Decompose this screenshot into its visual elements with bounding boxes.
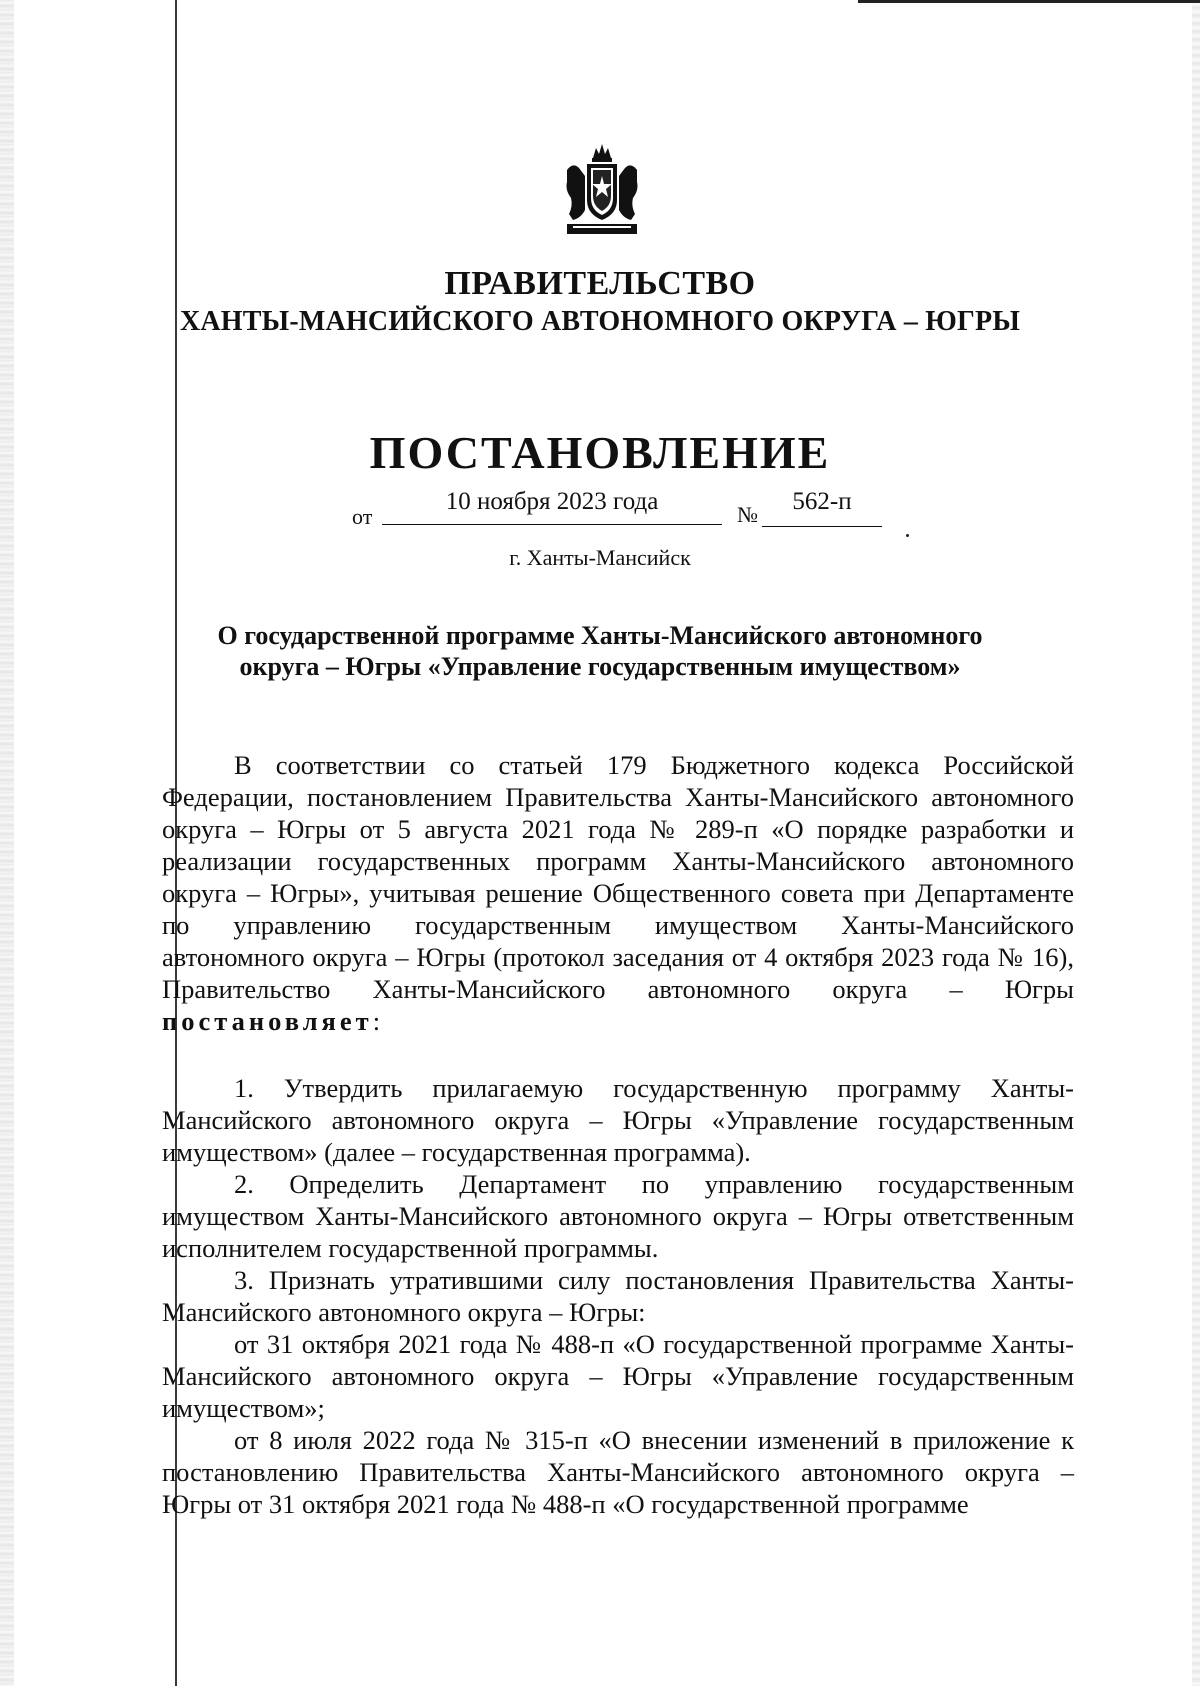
scan-edge-right [1192, 0, 1200, 1686]
government-title: ПРАВИТЕЛЬСТВО [444, 265, 756, 302]
preamble-text: В соответствии со статьей 179 Бюджетного кодекса Российской Федерации, постановлением Правительства Ханты-Мансийского автономного округа – Югры от 5 августа 2021 года № 289-п «О порядке разработки и реализации государственных программ Ханты-Мансийского автономного округа – Югры», учитывая решение Общественного совета при Департаменте по управлению государственным имуществом Ханты-Мансийского автономного округа – Югры (протокол заседания от 4 октября 2023 года № 16), Правительство Ханты-Мансийского автономного округа – Югры [162, 750, 1074, 1004]
document-number: 562-п [792, 488, 852, 515]
resolution-items [162, 1072, 1074, 1520]
date-prefix: от [352, 504, 373, 529]
date-underline [382, 524, 722, 525]
number-sign: № [737, 502, 758, 527]
subject-line-1: О государственной программе Ханты-Мансийского автономного [217, 621, 983, 650]
document-date: 10 ноября 2023 года [445, 488, 659, 515]
document-type: ПОСТАНОВЛЕНИЕ [369, 427, 831, 478]
scan-dot [906, 534, 909, 537]
city: г. Ханты-Мансийск [509, 545, 691, 570]
item-3: 3. Признать утратившими силу постановления Правительства Ханты-Мансийского автономного округа – Югры: [162, 1265, 1074, 1327]
coat-of-arms-icon [563, 140, 641, 240]
subject-line-2: округа – Югры «Управление государственным имуществом» [239, 652, 961, 681]
region-title: ХАНТЫ-МАНСИЙСКОГО АВТОНОМНОГО ОКРУГА – ЮГРЫ [179, 306, 1021, 337]
document-subject [0, 620, 1200, 682]
scan-edge-left [0, 0, 14, 1686]
preamble-paragraph [162, 749, 1074, 1037]
item-3-repealed-2: от 8 июля 2022 года № 315-п «О внесении изменений в приложение к постановлению Правительства Ханты-Мансийского автономного округа – Югры от 31 октября 2021 года № 488-п «О государственной программе [162, 1425, 1074, 1519]
top-rule [858, 0, 1200, 3]
item-3-repealed-1: от 31 октября 2021 года № 488-п «О государственной программе Ханты-Мансийского автономного округа – Югры «Управление государственным имуществом»; [162, 1329, 1074, 1423]
resolves-word: постановляет [162, 1006, 373, 1036]
preamble-colon: : [372, 1006, 381, 1036]
item-1: 1. Утвердить прилагаемую государственную программу Ханты-Мансийского автономного округа – Югры «Управление государственным имуществом» (далее – государственная программа). [162, 1073, 1074, 1167]
dateline [352, 488, 872, 528]
item-2: 2. Определить Департамент по управлению государственным имуществом Ханты-Мансийского автономного округа – Югры ответственным исполнителем государственной программы. [162, 1169, 1074, 1263]
number-underline [762, 526, 882, 527]
preamble [162, 749, 1074, 1037]
